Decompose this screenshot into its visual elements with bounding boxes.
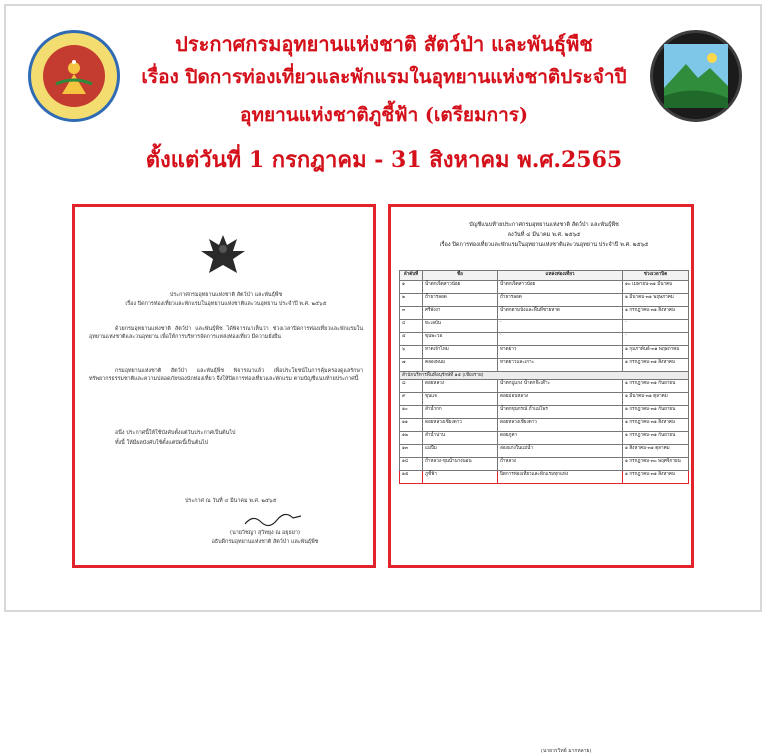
schedule-heading-1: บัญชีแนบท้ายประกาศกรมอุทยานแห่งชาติ สัตว์ป่า และพันธุ์พืช bbox=[469, 222, 619, 228]
col-header-period: ช่วงเวลาปิด bbox=[623, 271, 689, 281]
table-row bbox=[400, 445, 689, 458]
table-row bbox=[400, 458, 689, 471]
cell-name: น้ำตกเจ็ดสาวน้อย bbox=[423, 281, 498, 294]
table-row bbox=[400, 320, 689, 333]
announcement-subject: เรื่อง ปิดการท่องเที่ยวและพักแรมในอุทยานแห่งชาติและวนอุทยาน ประจำปี พ.ศ. ๒๕๖๕ bbox=[125, 301, 327, 307]
cell-no: ๑ bbox=[400, 281, 423, 294]
deity-emblem-icon bbox=[52, 54, 96, 98]
cell-name: ดอยหลวงเชียงดาว bbox=[423, 419, 498, 432]
cell-no: ๔ bbox=[400, 320, 423, 333]
cell-name: ขุนแจ bbox=[423, 393, 498, 406]
cell-site: หาดยาวและเกาะ bbox=[498, 359, 623, 372]
table-row bbox=[400, 346, 689, 359]
cell-name: แม่ปืม bbox=[423, 445, 498, 458]
cell-site: ถ้ำธารลอด bbox=[498, 294, 623, 307]
cell-name: ดอยหลวง bbox=[423, 380, 498, 393]
cell-no: ๕ bbox=[400, 333, 423, 346]
cell-site: น้ำตกขุนกรณ์ ถ้ำแม่ไพร bbox=[498, 406, 623, 419]
header-line-4-dates: ตั้งแต่วันที่ 1 กรกฎาคม - 31 สิงหาคม พ.ศ.2565 bbox=[145, 147, 623, 173]
cell-name: ทะเลบัน bbox=[423, 320, 498, 333]
header-line-3: อุทยานแห่งชาติภูชี้ฟ้า (เตรียมการ) bbox=[240, 104, 528, 126]
garuda-emblem-icon bbox=[197, 229, 249, 281]
announcement-document bbox=[72, 204, 376, 568]
schedule-heading-3: เรื่อง ปิดการท่องเที่ยวและพักแรมในอุทยานแห่งชาติและวนอุทยาน ประจำปี พ.ศ. ๒๕๖๕ bbox=[439, 242, 649, 248]
cell-period: ๑ กุมภาพันธ์-๓๑ พฤษภาคม bbox=[623, 346, 689, 359]
cell-period: ๑ มีนาคม-๓๑ ตุลาคม bbox=[623, 393, 689, 406]
announcement-heading: ประกาศกรมอุทยานแห่งชาติ สัตว์ป่า และพันธุ์พืช bbox=[169, 292, 283, 298]
cell-site: หาดยาว bbox=[498, 346, 623, 359]
cell-site: ปิดการท่องเที่ยวและพักแรมทุกแห่ง bbox=[498, 471, 623, 484]
cell-site: น้ำตกปูแกง น้ำตกจ๊ะเด๊าะ bbox=[498, 380, 623, 393]
table-row bbox=[400, 281, 689, 294]
cell-period: ๑ กรกฎาคม-๓๑ สิงหาคม bbox=[623, 471, 689, 484]
cell-no: ๑๐ bbox=[400, 406, 423, 419]
signer-title: อธิบดีกรมอุทยานแห่งชาติ สัตว์ป่า และพันธุ์พืช bbox=[211, 539, 319, 545]
cell-name: ถ้ำหลวง-ขุนน้ำนางนอน bbox=[423, 458, 498, 471]
table-row bbox=[400, 333, 689, 346]
table-row bbox=[400, 432, 689, 445]
cell-site: ล่องแก่งในแม่น้ำ bbox=[498, 445, 623, 458]
cell-site: น้ำตกตามนังและพื้นที่ชายหาด bbox=[498, 307, 623, 320]
cell-period: ๑ กรกฎาคม-๓๑ สิงหาคม bbox=[623, 419, 689, 432]
cell-period: ๑ กรกฎาคม-๓๑ กันยายน bbox=[623, 432, 689, 445]
closure-table bbox=[399, 270, 689, 484]
cell-no: ๑๔ bbox=[400, 458, 423, 471]
table-header-row bbox=[400, 271, 689, 281]
cell-period: ๑ สิงหาคม-๓๑ ตุลาคม bbox=[623, 445, 689, 458]
table-row bbox=[400, 380, 689, 393]
cell-name: ลำน้ำน่าน bbox=[423, 432, 498, 445]
mountain-emblem-icon bbox=[664, 44, 728, 108]
cell-period: - bbox=[623, 333, 689, 346]
closure-schedule-document bbox=[388, 204, 694, 754]
cell-name: คลองพนม bbox=[423, 359, 498, 372]
section-note: สำนักบริหารพื้นที่อนุรักษ์ที่ ๑๕ (เชียงราย) bbox=[400, 372, 689, 380]
table-row bbox=[400, 294, 689, 307]
cell-period: ๑ กรกฎาคม-๓๑ สิงหาคม bbox=[623, 307, 689, 320]
cell-period: ๑ มีนาคม-๓๑ พฤษภาคม bbox=[623, 294, 689, 307]
cell-period: ๑๐ เมษายน-๓๑ มีนาคม bbox=[623, 281, 689, 294]
cell-no: ๒ bbox=[400, 294, 423, 307]
table-row bbox=[400, 307, 689, 320]
cell-name: ภูชี้ฟ้า bbox=[423, 471, 498, 484]
announcement-paragraph-2: กรมอุทยานแห่งชาติ สัตว์ป่า และพันธุ์พืช พิจารณาแล้ว เพื่อประโยชน์ในการคุ้มครองดูแลรักษาทรัพยากรธรรมชาติและความปลอดภัยของนักท่องเที่ยว จึงให้ปิดการท่องเที่ยวและพักแรม ตามบัญชีแนบท้ายประกาศนี้ bbox=[89, 368, 363, 382]
header-line-2: เรื่อง ปิดการท่องเที่ยวและพักแรมในอุทยานแห่งชาติประจำปี bbox=[141, 66, 627, 88]
cell-name: ถ้ำธารลอด bbox=[423, 294, 498, 307]
announcement-paragraph-4: ทั้งนี้ ให้มีผลบังคับใช้ตั้งแต่บัดนี้เป็นต้นไป bbox=[115, 440, 209, 446]
phu-chi-fa-park-logo bbox=[650, 30, 742, 122]
table-section-row bbox=[400, 372, 689, 380]
announcement-paragraph-3: อนึ่ง ประกาศนี้ให้ใช้บังคับตั้งแต่วันประกาศเป็นต้นไป bbox=[115, 430, 236, 436]
table-row bbox=[400, 419, 689, 432]
cell-name: ศรีพังงา bbox=[423, 307, 498, 320]
cell-site: - bbox=[498, 320, 623, 333]
col-header-no: ลำดับที่ bbox=[400, 271, 423, 281]
cell-name: ลำน้ำกก bbox=[423, 406, 498, 419]
cell-no: ๓ bbox=[400, 307, 423, 320]
cell-period: - bbox=[623, 320, 689, 333]
cell-no: ๗ bbox=[400, 359, 423, 372]
announcement-date: ประกาศ ณ วันที่ ๔ มีนาคม พ.ศ. ๒๕๖๕ bbox=[185, 498, 277, 504]
cell-no: ๘ bbox=[400, 380, 423, 393]
cell-period: ๑ กรกฎาคม-๓๑ กันยายน bbox=[623, 406, 689, 419]
cell-name: หาดเจ้าไหม bbox=[423, 346, 498, 359]
cell-site: ถ้ำหลวง bbox=[498, 458, 623, 471]
signature-mark bbox=[243, 512, 303, 528]
col-header-site: แหล่งท่องเที่ยว bbox=[498, 271, 623, 281]
cell-site: ดอยภูคา bbox=[498, 432, 623, 445]
table-row bbox=[400, 471, 689, 484]
cell-no: ๑๑ bbox=[400, 419, 423, 432]
table-row bbox=[400, 359, 689, 372]
schedule-heading-2: ลงวันที่ ๔ มีนาคม พ.ศ. ๒๕๖๕ bbox=[507, 232, 581, 238]
cell-period: ๑ กรกฎาคม-๓๑ กันยายน bbox=[623, 380, 689, 393]
cell-no: ๖ bbox=[400, 346, 423, 359]
cell-no: ๑๒ bbox=[400, 432, 423, 445]
cell-no: ๙ bbox=[400, 393, 423, 406]
cell-site: - bbox=[498, 333, 623, 346]
cell-site: ดอยม่อนหลวง bbox=[498, 393, 623, 406]
announcement-paragraph-1: ด้วยกรมอุทยานแห่งชาติ สัตว์ป่า และพันธุ์พืช ได้พิจารณาเห็นว่า ช่วงเวลาปิดการท่องเที่ยวและพักแรมในอุทยานแห่งชาติและวนอุทยาน เพื่อให้การบริหารจัดการแหล่งท่องเที่ยว มีความยั่งยืน bbox=[89, 326, 363, 340]
signer-name: (นายวิชญา สุวิทยุง ณ อยุธยา) bbox=[229, 530, 301, 536]
cell-site: ดอยหลวงเชียงดาว bbox=[498, 419, 623, 432]
header-line-1: ประกาศกรมอุทยานแห่งชาติ สัตว์ป่า และพันธุ์พืช bbox=[175, 32, 593, 56]
cell-no: ๑๕ bbox=[400, 471, 423, 484]
table-row bbox=[400, 406, 689, 419]
col-header-name: ชื่อ bbox=[423, 271, 498, 281]
table-row bbox=[400, 393, 689, 406]
cell-name: ขุนพะวอ bbox=[423, 333, 498, 346]
cell-period: ๑ กรกฎาคม-๓๐ พฤศจิกายน bbox=[623, 458, 689, 471]
schedule-signer: (นายวรวิทย์ มากหลาย) bbox=[541, 748, 592, 754]
cell-period: ๑ กรกฎาคม-๓๑ สิงหาคม bbox=[623, 359, 689, 372]
dnp-seal-logo bbox=[28, 30, 120, 122]
cell-site: น้ำตกเจ็ดสาวน้อย bbox=[498, 281, 623, 294]
cell-no: ๑๓ bbox=[400, 445, 423, 458]
